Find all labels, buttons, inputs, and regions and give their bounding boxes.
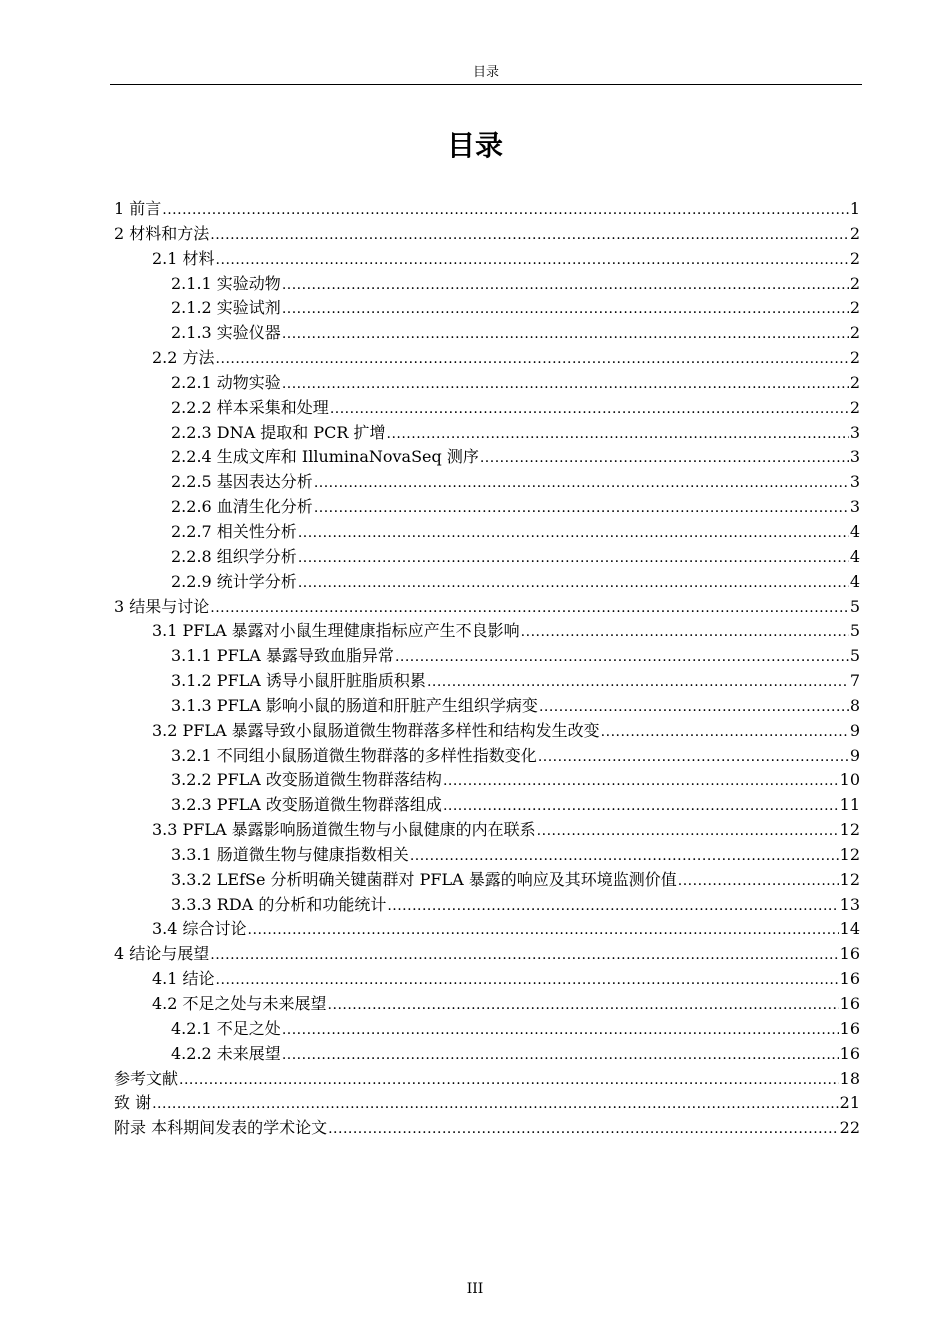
toc-entry-label: 4 结论与展望 [114,944,210,964]
toc-entry-page: 4 [849,521,860,541]
toc-entry[interactable] [114,619,860,644]
toc-entry-label: 3.3.1 肠道微生物与健康指数相关 [171,844,409,864]
toc-entry-label: 1 前言 [114,199,162,218]
toc-dot-leader [162,198,849,223]
toc-entry-page: 16 [839,1043,860,1063]
toc-entry[interactable] [114,967,860,992]
toc-entry-label: 3 结果与讨论 [114,596,210,616]
toc-entry-page: 3 [849,422,860,442]
toc-entry-page: 3 [849,497,860,517]
toc-entry[interactable] [114,595,860,620]
running-header: 目录 [472,65,499,80]
toc-entry[interactable] [114,247,860,272]
toc-entry[interactable] [114,793,860,818]
toc-entry-label: 3.2.3 PFLA 改变肠道微生物群落组成 [171,795,442,815]
toc-dot-leader [330,397,849,422]
toc-entry-page: 16 [839,969,860,989]
toc-dot-leader [210,943,838,968]
toc-entry-label: 3.1.1 PFLA 暴露导致血脂异常 [171,646,394,666]
toc-entry-page: 10 [839,770,860,790]
toc-entry-label: 3.3 PFLA 暴露影响肠道微生物与小鼠健康的内在联系 [152,820,536,840]
toc-entry-page: 16 [839,944,860,964]
toc-entry-label: 参考文献 [114,1068,179,1088]
toc-entry-page: 2 [849,397,860,417]
toc-entry-page: 2 [849,323,860,343]
toc-dot-leader [248,918,839,943]
toc-entry-label: 2.2.4 生成文库和 IlluminaNovaSeq 测序 [171,447,479,467]
toc-entry-page: 5 [849,596,860,616]
toc-entry-page: 2 [849,273,860,293]
toc-entry-label: 2.2.7 相关性分析 [171,521,297,541]
toc-dot-leader [210,223,849,248]
toc-entry-page: 12 [839,844,860,864]
toc-dot-leader [179,1068,839,1093]
toc-entry[interactable] [114,445,860,470]
toc-dot-leader [282,273,849,298]
toc-dot-leader [210,596,849,621]
toc-entry-page: 3 [849,447,860,467]
toc-dot-leader [282,1043,839,1068]
toc-entry[interactable] [114,942,860,967]
toc-dot-leader [216,968,839,993]
toc-entry-label: 2.2 方法 [152,348,215,368]
toc-entry-page: 9 [849,745,860,765]
toc-entry[interactable] [114,197,860,222]
toc-entry[interactable] [114,470,860,495]
toc-entry-page: 18 [839,1068,860,1088]
toc-entry-label: 3.2.2 PFLA 改变肠道微生物群落结构 [171,770,442,790]
toc-entry-page: 22 [839,1118,860,1138]
toc-dot-leader [298,521,849,546]
toc-entry-page: 4 [849,571,860,591]
toc-entry[interactable] [114,346,860,371]
toc-dot-leader [282,297,849,322]
toc-entry-page: 2 [849,223,860,243]
toc-entry-label: 2.2.9 统计学分析 [171,571,297,591]
toc-entry-label: 2.2.6 血清生化分析 [171,497,313,517]
toc-entry-page: 11 [839,795,860,815]
toc-entry-label: 2.1.1 实验动物 [171,273,281,293]
toc-dot-leader [480,446,849,471]
toc-entry-label: 2.2.2 样本采集和处理 [171,397,329,417]
toc-entry-page: 3 [849,472,860,492]
toc-entry[interactable] [114,570,860,595]
toc-entry[interactable] [114,1042,860,1067]
toc-dot-leader [539,695,849,720]
toc-entry-page: 12 [839,820,860,840]
toc-entry-label: 3.2.1 不同组小鼠肠道微生物群落的多样性指数变化 [171,745,537,765]
toc-entry-label: 2.1.2 实验试剂 [171,298,281,318]
toc-dot-leader [216,347,849,372]
toc-entry[interactable] [114,694,860,719]
toc-entry-page: 5 [849,621,860,641]
toc-entry[interactable] [114,421,860,446]
toc-entry[interactable] [114,1091,860,1116]
toc-entry-label: 3.4 综合讨论 [152,919,247,939]
toc-entry-label: 致 谢 [114,1093,152,1113]
toc-entry[interactable] [114,222,860,247]
toc-dot-leader [601,720,849,745]
toc-entry-label: 4.2.2 未来展望 [171,1043,281,1063]
toc-dot-leader [328,1117,839,1142]
toc-entry-page: 2 [849,298,860,318]
toc-entry[interactable] [114,818,860,843]
toc-entry-page: 12 [839,869,860,889]
toc-entry[interactable] [114,893,860,918]
toc-entry-label: 3.2 PFLA 暴露导致小鼠肠道微生物群落多样性和结构发生改变 [152,720,600,740]
toc-dot-leader [387,422,849,447]
toc-entry[interactable] [114,520,860,545]
toc-entry-page: 14 [839,919,860,939]
toc-entry-label: 2.1.3 实验仪器 [171,323,281,343]
toc-entry[interactable] [114,1116,860,1141]
toc-entry-page: 16 [839,994,860,1013]
toc-entry-page: 8 [849,695,860,715]
toc-dot-leader [410,844,839,869]
toc-dot-leader [282,372,849,397]
toc-entry[interactable] [114,545,860,570]
toc-dot-leader [427,670,849,695]
toc-entry[interactable] [114,992,860,1017]
toc-entry-page: 5 [849,646,860,666]
toc-entry-page: 16 [839,1018,860,1038]
toc-dot-leader [538,745,849,770]
toc-dot-leader [282,1018,839,1043]
toc-entry[interactable] [114,719,860,744]
toc-dot-leader [387,894,838,919]
toc-entry-label: 3.1.3 PFLA 影响小鼠的肠道和肝脏产生组织学病变 [171,695,538,715]
toc-entry-label: 4.2 不足之处与未来展望 [152,994,327,1013]
toc-entry[interactable] [114,768,860,793]
toc-entry-page: 2 [849,248,860,268]
toc-dot-leader [443,794,839,819]
toc-dot-leader [521,620,849,645]
toc-entry-label: 3.1 PFLA 暴露对小鼠生理健康指标应产生不良影响 [152,621,520,641]
toc-entry-label: 3.1.2 PFLA 诱导小鼠肝脏脂质积累 [171,671,426,691]
toc-entry[interactable] [114,396,860,421]
toc-entry-label: 3.3.2 LEfSe 分析明确关键菌群对 PFLA 暴露的响应及其环境监测价值 [171,869,677,889]
toc-entry[interactable] [114,917,860,942]
toc-dot-leader [328,993,839,1018]
toc-entry-label: 2.2.3 DNA 提取和 PCR 扩增 [171,422,386,442]
toc-entry[interactable] [114,868,860,893]
toc-dot-leader [443,769,839,794]
toc-entry-label: 2.1 材料 [152,248,215,268]
page-number: III [466,1281,484,1297]
toc-entry[interactable] [114,371,860,396]
toc-dot-leader [678,869,839,894]
toc-entry-page: 21 [839,1093,860,1113]
toc-entry-page: 2 [849,348,860,368]
toc-entry-label: 附录 本科期间发表的学术论文 [114,1118,328,1138]
toc-entry[interactable] [114,495,860,520]
toc-entry[interactable] [114,843,860,868]
toc-entry-page: 13 [839,894,860,914]
toc-dot-leader [537,819,839,844]
toc-dot-leader [216,248,849,273]
toc-entry[interactable] [114,1067,860,1092]
toc-entry[interactable] [114,644,860,669]
toc-dot-leader [314,471,849,496]
toc-entry[interactable] [114,669,860,694]
toc-entry-label: 4.2.1 不足之处 [171,1018,281,1038]
header-rule [110,84,862,85]
toc-entry[interactable] [114,272,860,297]
toc-entry-label: 2.2.5 基因表达分析 [171,472,313,492]
toc-entry-label: 2.2.8 组织学分析 [171,546,297,566]
toc-entry[interactable] [114,744,860,769]
toc-entry-page: 9 [849,720,860,740]
toc-dot-leader [152,1092,839,1117]
toc-dot-leader [298,546,849,571]
toc-entry[interactable] [114,296,860,321]
toc-entry-label: 2.2.1 动物实验 [171,372,281,392]
toc-dot-leader [298,571,849,596]
toc-entry[interactable] [114,1017,860,1042]
toc-entry-label: 3.3.3 RDA 的分析和功能统计 [171,894,387,914]
toc-dot-leader [282,322,849,347]
toc-title: 目录 [446,129,503,162]
toc-entry-page: 7 [849,671,860,691]
toc-entry-label: 2 材料和方法 [114,223,210,243]
toc-entry-page: 1 [849,199,860,218]
toc-entry-label: 4.1 结论 [152,969,215,989]
toc-dot-leader [314,496,849,521]
toc-entry[interactable] [114,321,860,346]
toc-dot-leader [395,645,849,670]
toc-entry-page: 2 [849,372,860,392]
toc-entry-page: 4 [849,546,860,566]
table-of-contents [114,197,860,1141]
